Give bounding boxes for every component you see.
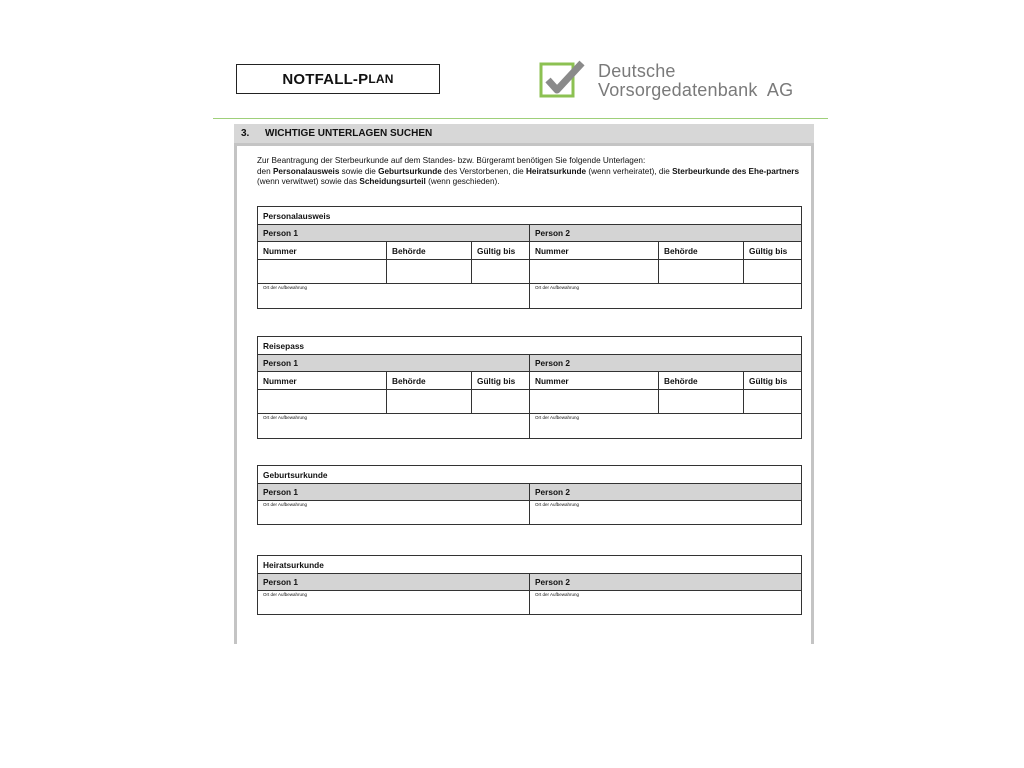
- col-behoerde: Behörde: [387, 372, 472, 390]
- geburtsurkunde-table: [257, 465, 802, 525]
- col-behoerde: Behörde: [659, 242, 744, 260]
- section-header: [234, 124, 814, 146]
- title-main: NOTFALL-P: [282, 70, 369, 88]
- table-title: Heiratsurkunde: [258, 556, 802, 574]
- col-nummer: Nummer: [258, 372, 387, 390]
- person-1-header: Person 1: [258, 484, 530, 501]
- ort-field-p2[interactable]: Ort der Aufbewahrung: [530, 501, 802, 525]
- intro-line-1: Zur Beantragung der Sterbeurkunde auf dem Standes- bzw. Bürgeramt benötigen Sie folgende Unterlagen:: [257, 156, 646, 165]
- checkmark-logo-icon: [538, 60, 588, 100]
- ort-field-p2[interactable]: Ort der Aufbewahrung: [530, 284, 802, 309]
- logo-line-1: Deutsche: [598, 61, 676, 81]
- ort-field-p2[interactable]: Ort der Aufbewahrung: [530, 414, 802, 439]
- person-1-header: Person 1: [258, 225, 530, 242]
- intro-text: [257, 156, 805, 188]
- personalausweis-table: [257, 206, 802, 309]
- gueltig-field-p1[interactable]: [472, 390, 530, 414]
- reisepass-table: [257, 336, 802, 439]
- col-gueltig: Gültig bis: [744, 242, 802, 260]
- behoerde-field-p2[interactable]: [659, 260, 744, 284]
- title-small-caps: LAN: [368, 72, 394, 86]
- heiratsurkunde-table: [257, 555, 802, 615]
- behoerde-field-p1[interactable]: [387, 260, 472, 284]
- table-title: Geburtsurkunde: [258, 466, 802, 484]
- gueltig-field-p2[interactable]: [744, 260, 802, 284]
- person-2-header: Person 2: [530, 225, 802, 242]
- logo-text: [598, 62, 793, 100]
- behoerde-field-p1[interactable]: [387, 390, 472, 414]
- table-title: Reisepass: [258, 337, 802, 355]
- company-logo: [538, 60, 828, 106]
- ort-field-p1[interactable]: Ort der Aufbewahrung: [258, 591, 530, 615]
- col-behoerde: Behörde: [387, 242, 472, 260]
- col-gueltig: Gültig bis: [472, 372, 530, 390]
- person-2-header: Person 2: [530, 574, 802, 591]
- behoerde-field-p2[interactable]: [659, 390, 744, 414]
- intro-line-2: den Personalausweis sowie die Geburtsurkunde des Verstorbenen, die Heiratsurkunde (wenn verheiratet), die Sterbeurkunde des Ehe-partners (wenn verwitwet) sowie das Scheidungsurteil (wenn geschieden).: [257, 166, 800, 186]
- section-number: 3.: [241, 128, 250, 139]
- col-nummer: Nummer: [258, 242, 387, 260]
- col-gueltig: Gültig bis: [744, 372, 802, 390]
- document-title: [236, 64, 440, 94]
- col-behoerde: Behörde: [659, 372, 744, 390]
- person-2-header: Person 2: [530, 355, 802, 372]
- header-divider: [213, 118, 828, 119]
- nummer-field-p1[interactable]: [258, 390, 387, 414]
- nummer-field-p1[interactable]: [258, 260, 387, 284]
- nummer-field-p2[interactable]: [530, 260, 659, 284]
- nummer-field-p2[interactable]: [530, 390, 659, 414]
- col-nummer: Nummer: [530, 372, 659, 390]
- gueltig-field-p1[interactable]: [472, 260, 530, 284]
- ort-field-p1[interactable]: Ort der Aufbewahrung: [258, 501, 530, 525]
- ort-field-p1[interactable]: Ort der Aufbewahrung: [258, 414, 530, 439]
- ort-field-p1[interactable]: Ort der Aufbewahrung: [258, 284, 530, 309]
- table-title: Personalausweis: [258, 207, 802, 225]
- col-nummer: Nummer: [530, 242, 659, 260]
- ort-field-p2[interactable]: Ort der Aufbewahrung: [530, 591, 802, 615]
- logo-line-2: Vorsorgedatenbank AG: [598, 80, 794, 100]
- person-1-header: Person 1: [258, 574, 530, 591]
- gueltig-field-p2[interactable]: [744, 390, 802, 414]
- person-1-header: Person 1: [258, 355, 530, 372]
- section-title: WICHTIGE UNTERLAGEN SUCHEN: [265, 128, 433, 139]
- person-2-header: Person 2: [530, 484, 802, 501]
- col-gueltig: Gültig bis: [472, 242, 530, 260]
